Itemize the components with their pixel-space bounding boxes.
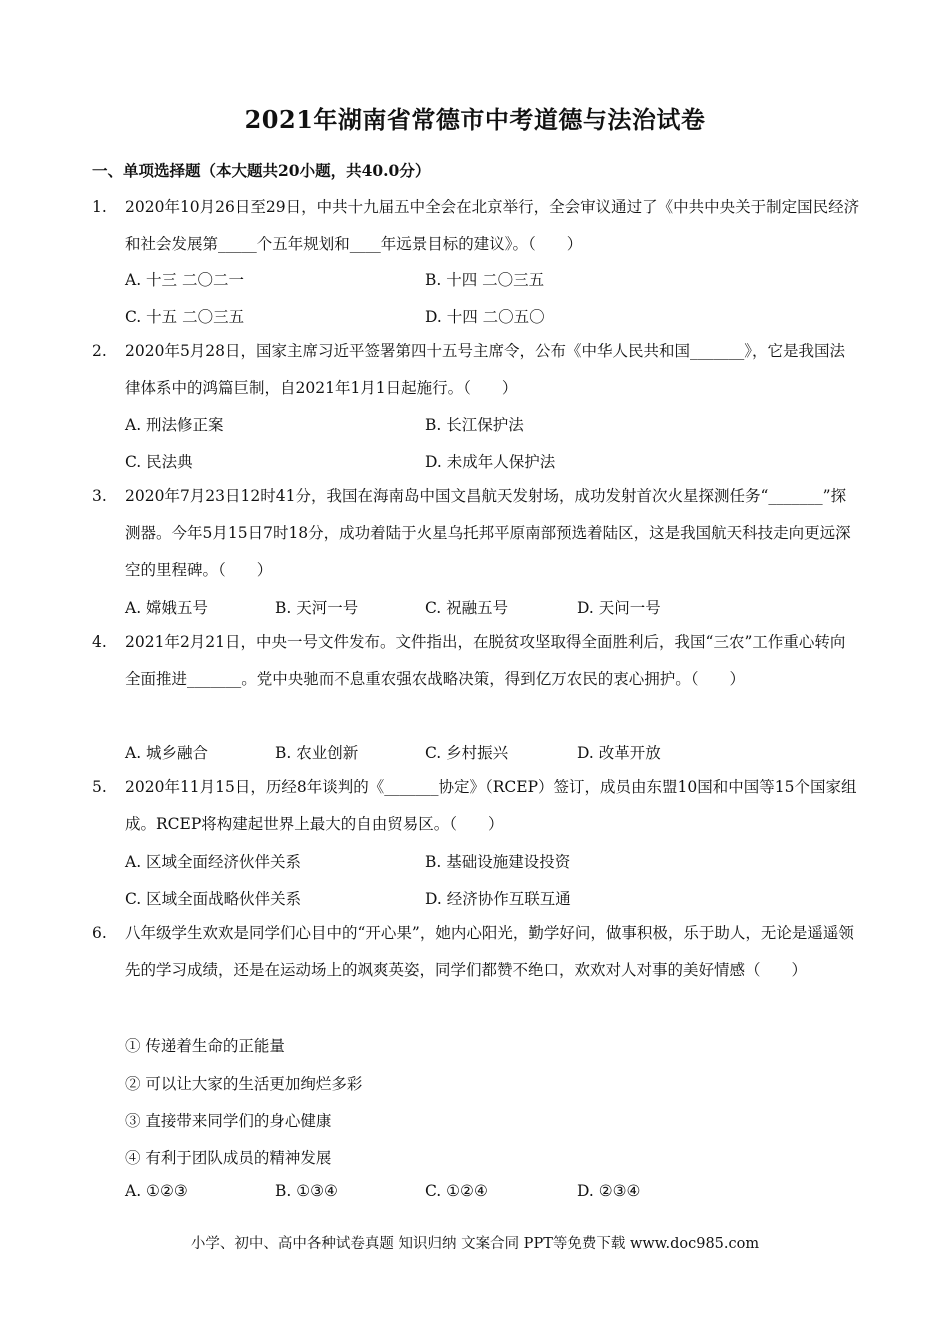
option-a: A. 十三 二〇二一 [125, 271, 244, 289]
option-a: A. 嫦娥五号 [125, 599, 209, 617]
section-heading: 一、单项选择题（本大题共20小题，共40.0分） [92, 161, 431, 180]
option-c: C. 乡村振兴 [425, 744, 509, 762]
option-c: C. ①②④ [425, 1182, 488, 1200]
question-text: 2021年2月21日，中央一号文件发布。文件指出，在脱贫攻坚取得全面胜利后，我国“三农”工作重心转向全面推进_______。党中央驰而不息重农强农战略决策，得到亿万农民的衷心拥护。（ ） [125, 633, 846, 688]
question-number: 3. [92, 487, 107, 505]
question-text: 2020年5月28日，国家主席习近平签署第四十五号主席令，公布《中华人民共和国_______》，它是我国法律体系中的鸿篇巨制，自2021年1月1日起施行。（ ） [125, 342, 846, 397]
page-footer: 小学、初中、高中各种试卷真题 知识归纳 文案合同 PPT等免费下载 www.doc985.com [190, 1236, 760, 1252]
option-c: C. 区域全面战略伙伴关系 [125, 890, 302, 908]
option-c: C. 十五 二〇三五 [125, 308, 245, 326]
question-number: 6. [92, 924, 107, 942]
question-text: 八年级学生欢欢是同学们心目中的“开心果”，她内心阳光，勤学好问，做事积极，乐于助人，无论是遥遥领先的学习成绩，还是在运动场上的飒爽英姿，同学们都赞不绝口，欢欢对人对事的美好情感（ ） [125, 924, 854, 979]
question-number: 4. [92, 633, 107, 651]
question-text: 2020年11月15日，历经8年谈判的《_______协定》（RCEP）签订，成员由东盟10国和中国等15个国家组成。RCEP将构建起世界上最大的自由贸易区。（ ） [125, 778, 857, 833]
question-text: 2020年10月26日至29日，中共十九届五中全会在北京举行，全会审议通过了《中共中央关于制定国民经济和社会发展第_____个五年规划和____年远景目标的建议》。（ ） [125, 198, 860, 253]
option-d: D. ②③④ [577, 1182, 641, 1200]
exam-title: 2021年湖南省常德市中考道德与法治试卷 [244, 105, 706, 134]
option-b: B. 天河一号 [275, 599, 359, 617]
statement-item: ③ 直接带来同学们的身心健康 [125, 1112, 332, 1130]
option-a: A. 刑法修正案 [125, 416, 224, 434]
option-d: D. 十四 二〇五〇 [425, 308, 545, 326]
option-b: B. 基础设施建设投资 [425, 853, 571, 871]
option-a: A. 城乡融合 [125, 744, 209, 762]
question-number: 1. [92, 198, 107, 216]
option-b: B. 农业创新 [275, 744, 359, 762]
statement-item: ① 传递着生命的正能量 [125, 1037, 285, 1055]
statement-item: ④ 有利于团队成员的精神发展 [125, 1149, 332, 1167]
option-d: D. 经济协作互联互通 [425, 890, 571, 908]
option-a: A. ①②③ [125, 1182, 188, 1200]
option-b: B. 长江保护法 [425, 416, 524, 434]
option-d: D. 未成年人保护法 [425, 453, 556, 471]
option-c: C. 祝融五号 [425, 599, 509, 617]
option-a: A. 区域全面经济伙伴关系 [125, 853, 302, 871]
option-d: D. 改革开放 [577, 744, 661, 762]
question-number: 2. [92, 342, 107, 360]
option-d: D. 天问一号 [577, 599, 661, 617]
question-text: 2020年7月23日12时41分，我国在海南岛中国文昌航天发射场，成功发射首次火星探测任务“_______”探测器。今年5月15日7时18分，成功着陆于火星乌托邦平原南部预选着陆区，这是我国航天科技走向更远深空的里程碑。（ ） [125, 487, 851, 579]
statement-item: ② 可以让大家的生活更加绚烂多彩 [125, 1075, 363, 1093]
option-b: B. ①③④ [275, 1182, 338, 1200]
option-b: B. 十四 二〇三五 [425, 271, 545, 289]
option-c: C. 民法典 [125, 453, 193, 471]
question-number: 5. [92, 778, 107, 796]
